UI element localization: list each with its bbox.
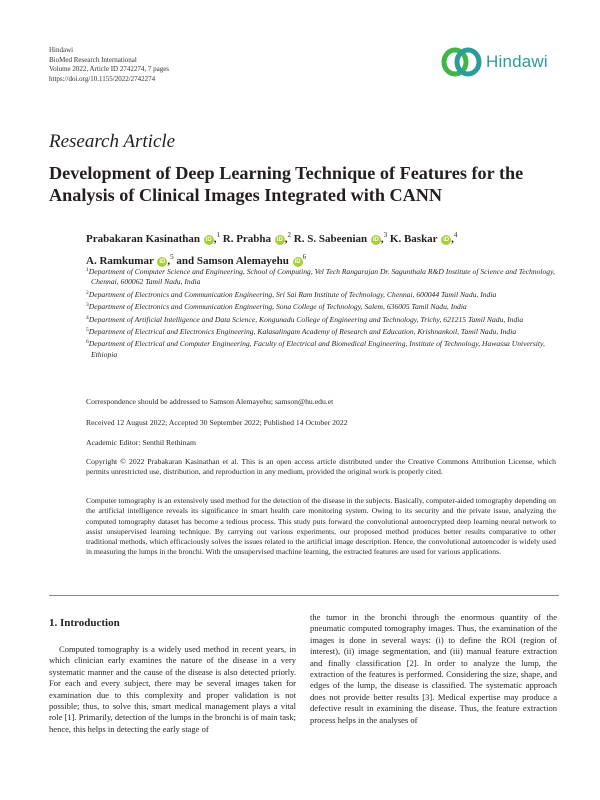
author[interactable]: R. Prabha iD ,$^2$ [222,231,292,245]
affiliation: $^5$Department of Electrical and Electronics Engineering, Kalasalingam Academy of Research and Education, Krishnankoil, Tamil Nadu, India [86,327,517,337]
abstract: Computer tomography is an extensively used method for the detection of the disease in the subjects. Basically, computer-aided tomography depending on the artificial intelligence reveals its significance in smart health care monitoring system. Owing to its security and the private issue, analyzing the computed tomography dataset has become a tedious process. This study puts forward the convolutional autoencrypted deep learning neural network to assist unsupervised learning technique. By carrying out various experiments, our proposed method produces better results comparative to other traditional methods, which efficaciously solves the issues related to the artificial image description. Hence, the convolutional autoencoder is widely used in measuring the lumps in the bronchi. With the unsupervised machine learning, the extracted features are used for various applications. [86,496,556,557]
author[interactable]: A. Ramkumar iD ,$^5$ [86,252,174,267]
article-type: Research Article [49,131,176,152]
affiliation: $^1$Department of Computer Science and Engineering, School of Computing, Vel Tech Rangarajan Dr. Sagunthala R&D Institute of Science and Technology, Chennai, 600062 Tamil Nadu, India [86,267,555,287]
section-heading: 1. Introduction [49,617,120,629]
article-dates: Received 12 August 2022; Accepted 30 September 2022; Published 14 October 2022 [86,418,348,427]
orcid-icon[interactable]: iD [205,237,212,243]
academic-editor: Academic Editor: Senthil Rethinam [86,438,196,447]
body-column-left [49,644,296,735]
body-column-right [310,612,557,726]
correspondence: Correspondence should be addressed to Samson Alemayehu; samson@hu.edu.et [86,397,334,406]
section-divider [49,595,559,596]
orcid-icon[interactable]: iD [276,237,283,243]
orcid-icon[interactable]: iD [372,237,379,243]
logo-wordmark: Hindawi [486,52,548,71]
affiliation: $^3$Department of Electronics and Communication Engineering, Sona College of Technology, Salem, 636005 Tamil Nadu, India [86,302,467,312]
hindawi-logo-icon [440,42,484,82]
author-list [86,227,556,270]
article-title: Development of Deep Learning Technique of Features for the Analysis of Clinical Images Integrated with CANN [49,163,524,205]
affiliation-list [86,265,556,360]
affiliation: $^2$Department of Electronics and Communication Engineering, Sri Sai Ram Institute of Technology, Chennai, 600044 Tamil Nadu, India [86,289,497,299]
orcid-icon[interactable]: iD [159,258,166,265]
doi-link[interactable]: https://doi.org/10.1155/2022/2742274 [49,74,156,83]
journal-meta [49,46,169,84]
affiliation: $^4$Department of Artificial Intelligence and Data Science, Kongunadu College of Engineering and Technology, Trichy, 621215 Tamil Nadu, India [86,314,524,324]
hindawi-logo[interactable] [440,42,558,82]
copyright-notice: Copyright © 2022 Prabakaran Kasinathan et al. This is an open access article distributed under the Creative Commons Attribution License, which permits unrestricted use, distribution, and reproduction in any medium, provided the original work is properly cited. [86,457,556,477]
paragraph: the tumor in the bronchi through the enormous quantity of the pneumatic computed tomography images. Thus, the examination of the images is done in several ways: (i) to define the ROI (region of interest), (ii) image segmentation, and (iii) manual feature extraction and finally classification [2]. In order to analyze the lump, the extraction of the features is performed. Considering the size, shape, and edges of the lump, the disease is classified. The systematic approach does not provide better results [3]. Medical expertise may produce a defective result in examining the disease. Thus, the feature extraction process helps in the analyses of [310,612,557,725]
orcid-icon[interactable]: iD [443,237,450,243]
orcid-icon[interactable]: iD [294,258,301,265]
affiliation: $^6$Department of Electrical and Computer Engineering, Faculty of Electrical and Biomedical Engineering, Institute of Technology, Hawassa University, Ethiopia [86,339,545,359]
paragraph: Computed tomography is a widely used method in recent years, in which clinician early examines the nature of the disease in a very systematic manner and the cause of the disease is also detected priorly. For each and every subject, there may be several images taken for examination due to this complexity and proper validation is not possible; thus, to solve this, smart medical management plays a vital role [1]. Primarily, detection of the lumps in the bronchi is of main task; hence, this helps in detecting the early stage of [49,644,296,734]
author[interactable]: K. Baskar iD ,$^4$ [389,231,458,245]
author[interactable]: Samson Alemayehu $iD^6$ [196,252,307,267]
author-conjunction: and [176,254,195,267]
volume-info: Volume 2022, Article ID 2742274, 7 pages [49,65,170,73]
author[interactable]: Prabakaran Kasinathan iD ,$^1$ [86,231,220,245]
journal-name: BioMed Research International [49,55,137,64]
author[interactable]: R. S. Sabeenian iD ,$^3$ [293,231,388,245]
publisher-name: Hindawi [49,46,74,54]
